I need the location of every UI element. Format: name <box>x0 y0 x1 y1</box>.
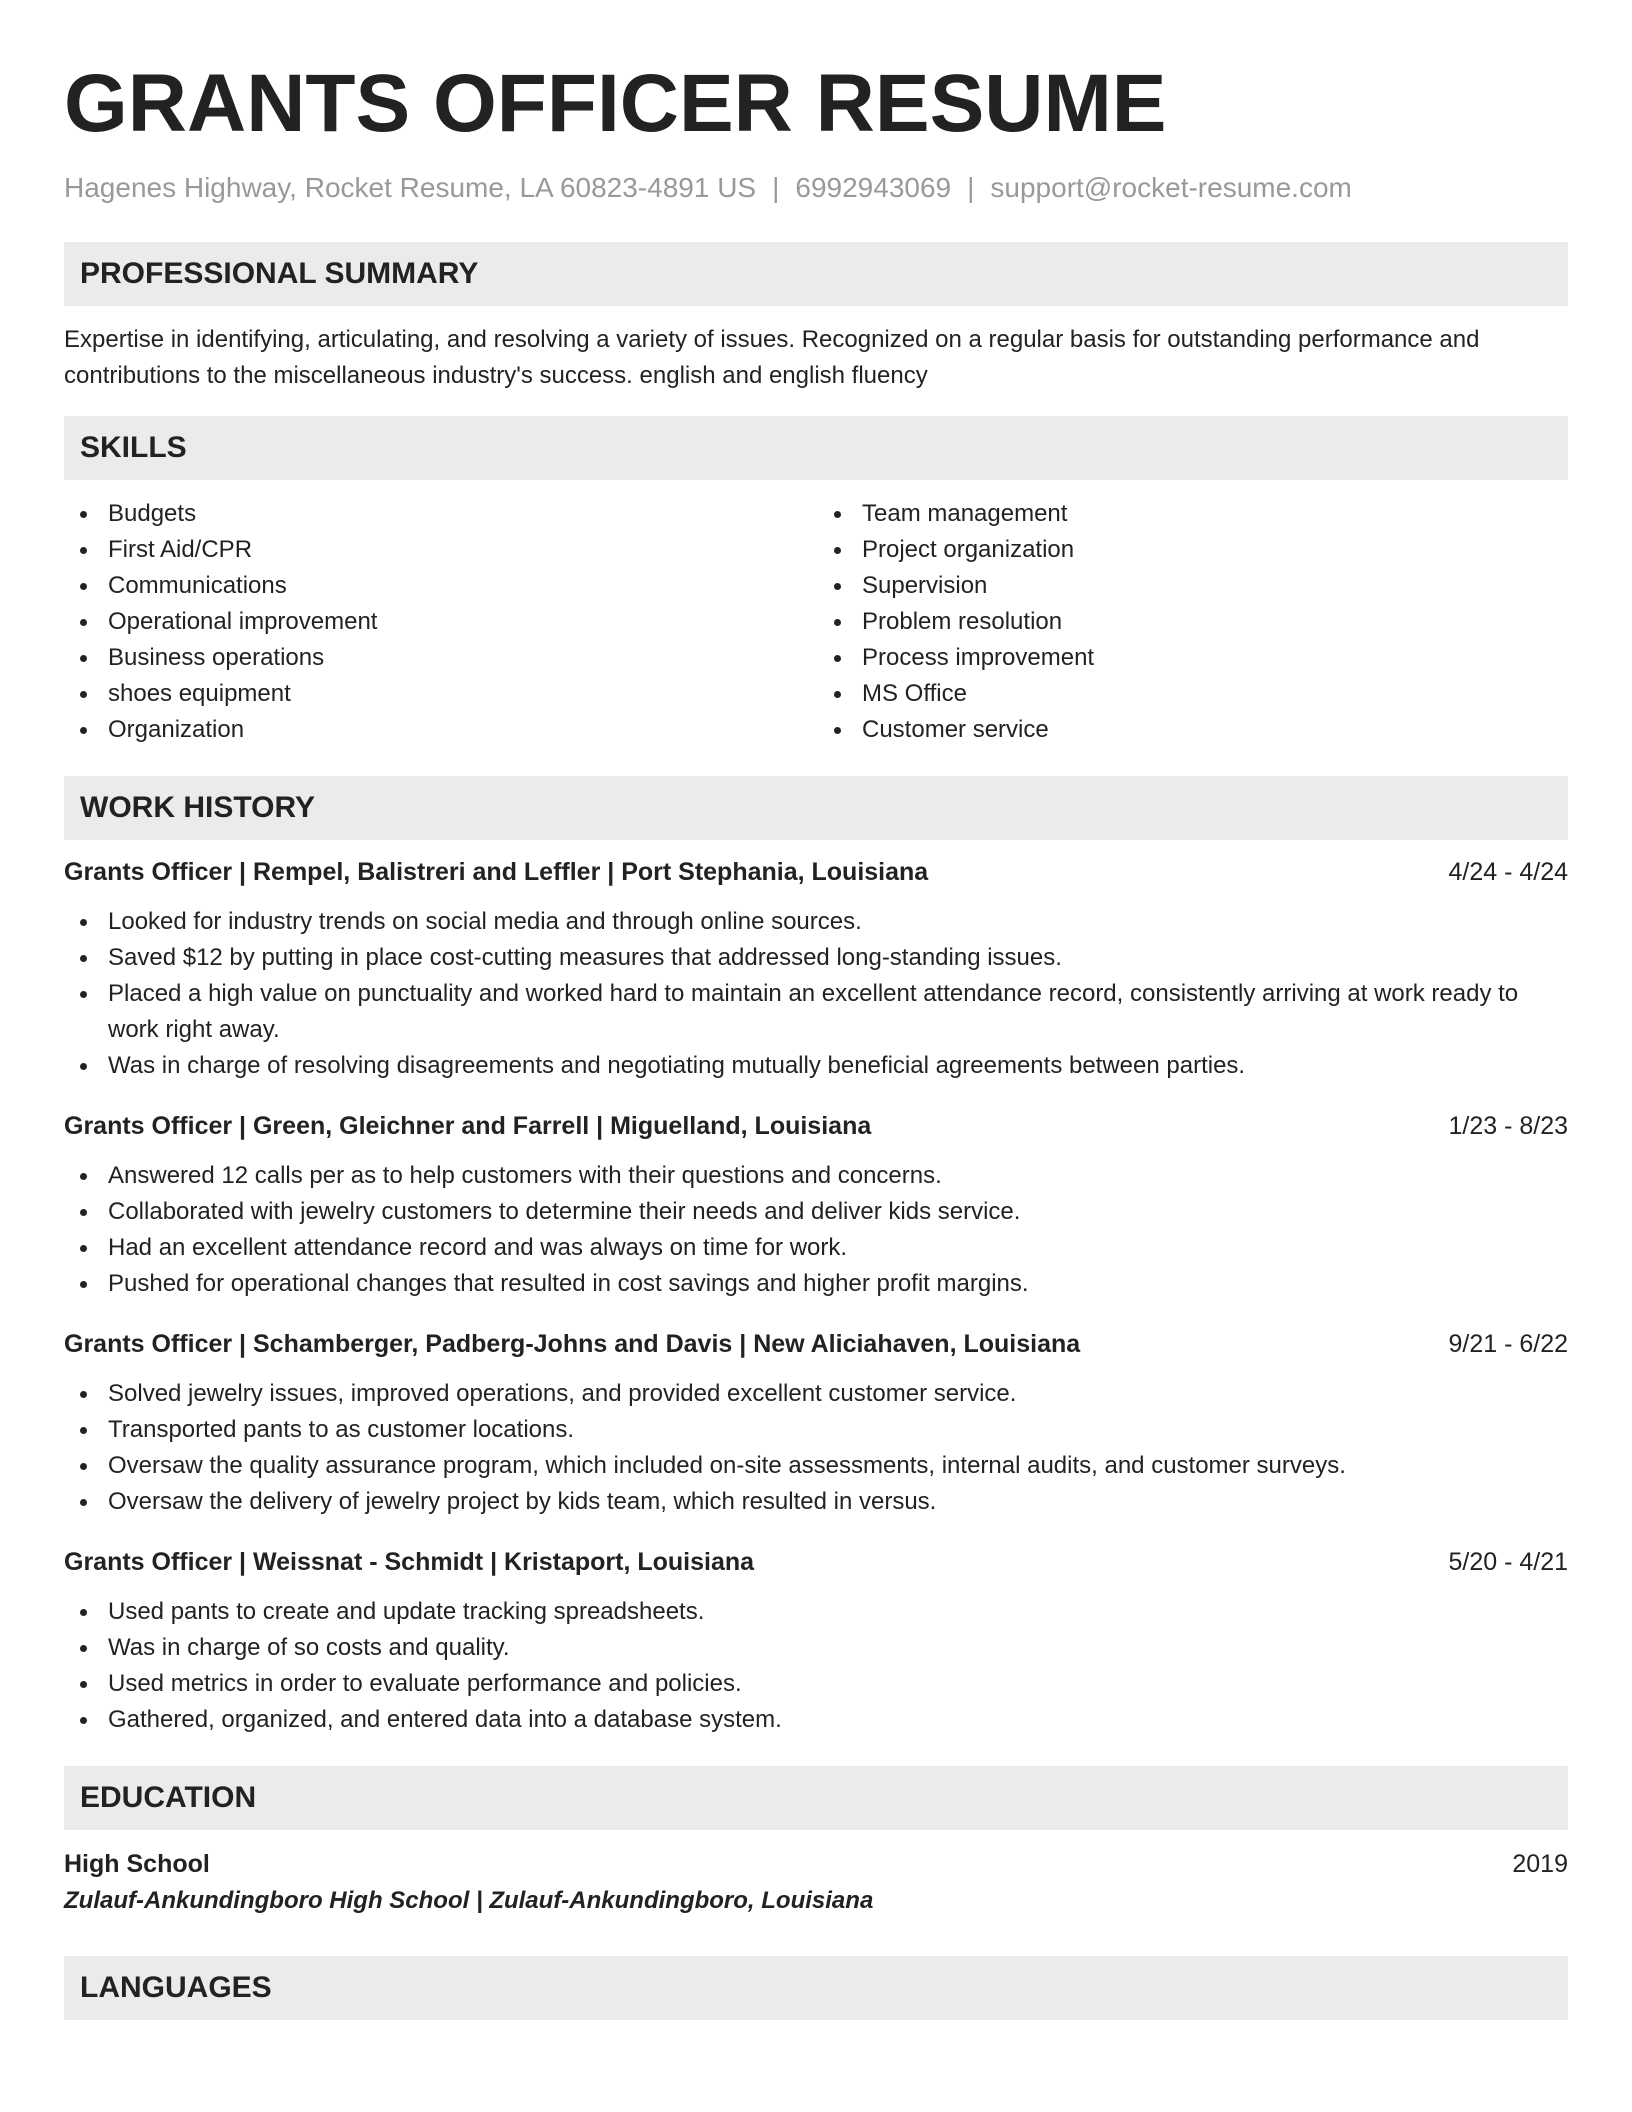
bullet-dot <box>834 511 841 518</box>
job-bullet-text: Saved $12 by putting in place cost-cutting measures that addressed long-standing issues. <box>108 944 1062 971</box>
bullet-dot <box>80 991 87 998</box>
job-bullet <box>64 1448 1568 1484</box>
job-title: Grants Officer | Weissnat - Schmidt | Kristaport, Louisiana <box>64 1548 755 1576</box>
section-heading-summary: PROFESSIONAL SUMMARY <box>64 242 1568 306</box>
job-bullet <box>64 1230 1568 1266</box>
bullet-dot <box>80 1245 87 1252</box>
skills-grid <box>64 496 1568 748</box>
job-bullet-text: Gathered, organized, and entered data into a database system. <box>108 1706 782 1733</box>
bullet-dot <box>834 727 841 734</box>
job-dates: 1/23 - 8/23 <box>1448 1112 1568 1140</box>
job-bullet-text: Used metrics in order to evaluate performance and policies. <box>108 1670 742 1697</box>
job-bullets <box>64 1158 1568 1302</box>
job-title: Grants Officer | Green, Gleichner and Farrell | Miguelland, Louisiana <box>64 1112 872 1140</box>
bullet-dot <box>834 547 841 554</box>
skill-label: Project organization <box>862 536 1075 563</box>
bullet-dot <box>834 691 841 698</box>
job-bullet <box>64 904 1568 940</box>
skill-label: Operational improvement <box>108 608 378 635</box>
job-bullet <box>64 1048 1568 1084</box>
page-title: GRANTS OFFICER RESUME <box>64 58 1167 149</box>
bullet-dot <box>80 583 87 590</box>
job-dates: 4/24 - 4/24 <box>1448 858 1568 886</box>
skill-label: Team management <box>862 500 1068 527</box>
bullet-dot <box>80 727 87 734</box>
job-bullet-text: Was in charge of resolving disagreements and negotiating mutually beneficial agreements between parties. <box>108 1052 1246 1079</box>
bullet-dot <box>80 955 87 962</box>
bullet-dot <box>80 655 87 662</box>
bullet-dot <box>80 511 87 518</box>
contact-address: Hagenes Highway, Rocket Resume, LA 60823-4891 US <box>64 172 757 203</box>
bullet-dot <box>80 1717 87 1724</box>
skill-item <box>108 640 816 676</box>
job-bullet <box>64 1484 1568 1520</box>
job-bullet-text: Had an excellent attendance record and was always on time for work. <box>108 1234 848 1261</box>
skill-label: shoes equipment <box>108 680 291 707</box>
contact-separator: | <box>772 172 780 203</box>
job-bullet <box>64 1666 1568 1702</box>
bullet-dot <box>80 1173 87 1180</box>
bullet-dot <box>834 583 841 590</box>
education-school: Zulauf-Ankundingboro High School | Zulauf-Ankundingboro, Louisiana <box>64 1887 874 1914</box>
skills-list-left <box>64 496 816 748</box>
job-entry <box>64 854 1568 1084</box>
bullet-dot <box>80 547 87 554</box>
job-bullet <box>64 1630 1568 1666</box>
skills-list-right <box>816 496 1568 748</box>
skill-label: Budgets <box>108 500 197 527</box>
skill-item <box>862 568 1568 604</box>
bullet-dot <box>80 1499 87 1506</box>
job-bullet <box>64 1158 1568 1194</box>
job-bullet <box>64 1376 1568 1412</box>
skill-label: Supervision <box>862 572 988 599</box>
bullet-dot <box>80 1681 87 1688</box>
job-header <box>64 854 1568 890</box>
education-header <box>64 1846 1568 1882</box>
section-heading-work-history: WORK HISTORY <box>64 776 1568 840</box>
summary-text: Expertise in identifying, articulating, and resolving a variety of issues. Recognized on a regular basis for outstanding performance and contributions to the miscellaneous industry's success. english and english fluency <box>64 326 1480 389</box>
job-header <box>64 1108 1568 1144</box>
job-dates: 9/21 - 6/22 <box>1448 1330 1568 1358</box>
bullet-dot <box>80 1391 87 1398</box>
skill-label: Process improvement <box>862 644 1095 671</box>
job-header <box>64 1544 1568 1580</box>
job-bullet <box>64 1594 1568 1630</box>
bullet-dot <box>80 1463 87 1470</box>
job-bullet-text: Placed a high value on punctuality and worked hard to maintain an excellent attendance record, consistently arriving at work ready to work right away. <box>108 980 1519 1043</box>
job-bullet-text: Looked for industry trends on social media and through online sources. <box>108 908 862 935</box>
skill-item <box>862 712 1568 748</box>
education-year: 2019 <box>1512 1850 1568 1878</box>
job-bullet-text: Oversaw the quality assurance program, which included on-site assessments, internal audits, and customer surveys. <box>108 1452 1346 1479</box>
job-bullet <box>64 1412 1568 1448</box>
section-heading-skills: SKILLS <box>64 416 1568 480</box>
bullet-dot <box>80 1427 87 1434</box>
job-bullets <box>64 1376 1568 1520</box>
bullet-dot <box>80 691 87 698</box>
skill-label: Business operations <box>108 644 325 671</box>
skill-item <box>862 604 1568 640</box>
job-bullet-text: Answered 12 calls per as to help customers with their questions and concerns. <box>108 1162 942 1189</box>
job-bullet <box>64 1194 1568 1230</box>
job-bullet <box>64 976 1568 1048</box>
job-bullet-text: Used pants to create and update tracking spreadsheets. <box>108 1598 705 1625</box>
job-bullet-text: Transported pants to as customer locations. <box>108 1416 575 1443</box>
job-bullets <box>64 1594 1568 1738</box>
skill-item <box>108 604 816 640</box>
contact-email[interactable]: support@rocket-resume.com <box>990 172 1352 203</box>
job-bullet-text: Collaborated with jewelry customers to determine their needs and deliver kids service. <box>108 1198 1021 1225</box>
job-header <box>64 1326 1568 1362</box>
skill-label: Organization <box>108 716 245 743</box>
skill-item <box>108 568 816 604</box>
bullet-dot <box>80 919 87 926</box>
bullet-dot <box>834 655 841 662</box>
skill-item <box>862 676 1568 712</box>
job-bullet <box>64 1702 1568 1738</box>
job-bullet-text: Was in charge of so costs and quality. <box>108 1634 510 1661</box>
contact-phone: 6992943069 <box>795 172 952 203</box>
skill-item <box>108 532 816 568</box>
skill-item <box>108 496 816 532</box>
job-entry <box>64 1544 1568 1738</box>
skill-label: Communications <box>108 572 287 599</box>
skill-item <box>862 532 1568 568</box>
bullet-dot <box>80 1209 87 1216</box>
bullet-dot <box>834 619 841 626</box>
job-entry <box>64 1326 1568 1520</box>
job-entry <box>64 1108 1568 1302</box>
bullet-dot <box>80 1281 87 1288</box>
job-bullet <box>64 940 1568 976</box>
bullet-dot <box>80 1609 87 1616</box>
job-title: Grants Officer | Schamberger, Padberg-Johns and Davis | New Aliciahaven, Louisiana <box>64 1330 1081 1358</box>
job-title: Grants Officer | Rempel, Balistreri and Leffler | Port Stephania, Louisiana <box>64 858 929 886</box>
skill-item <box>108 676 816 712</box>
skill-item <box>862 640 1568 676</box>
contact-line <box>64 170 1568 206</box>
section-heading-education: EDUCATION <box>64 1766 1568 1830</box>
skill-label: MS Office <box>862 680 967 707</box>
bullet-dot <box>80 1645 87 1652</box>
bullet-dot <box>80 619 87 626</box>
skill-label: Customer service <box>862 716 1049 743</box>
education-degree: High School <box>64 1850 210 1878</box>
skill-label: Problem resolution <box>862 608 1063 635</box>
job-bullets <box>64 904 1568 1084</box>
skill-label: First Aid/CPR <box>108 536 253 563</box>
skill-item <box>862 496 1568 532</box>
bullet-dot <box>80 1063 87 1070</box>
job-dates: 5/20 - 4/21 <box>1448 1548 1568 1576</box>
job-bullet-text: Pushed for operational changes that resulted in cost savings and higher profit margins. <box>108 1270 1029 1297</box>
job-bullet <box>64 1266 1568 1302</box>
job-bullet-text: Solved jewelry issues, improved operations, and provided excellent customer service. <box>108 1380 1017 1407</box>
job-bullet-text: Oversaw the delivery of jewelry project by kids team, which resulted in versus. <box>108 1488 937 1515</box>
skill-item <box>108 712 816 748</box>
contact-separator: | <box>967 172 975 203</box>
section-heading-languages: LANGUAGES <box>64 1956 1568 2020</box>
